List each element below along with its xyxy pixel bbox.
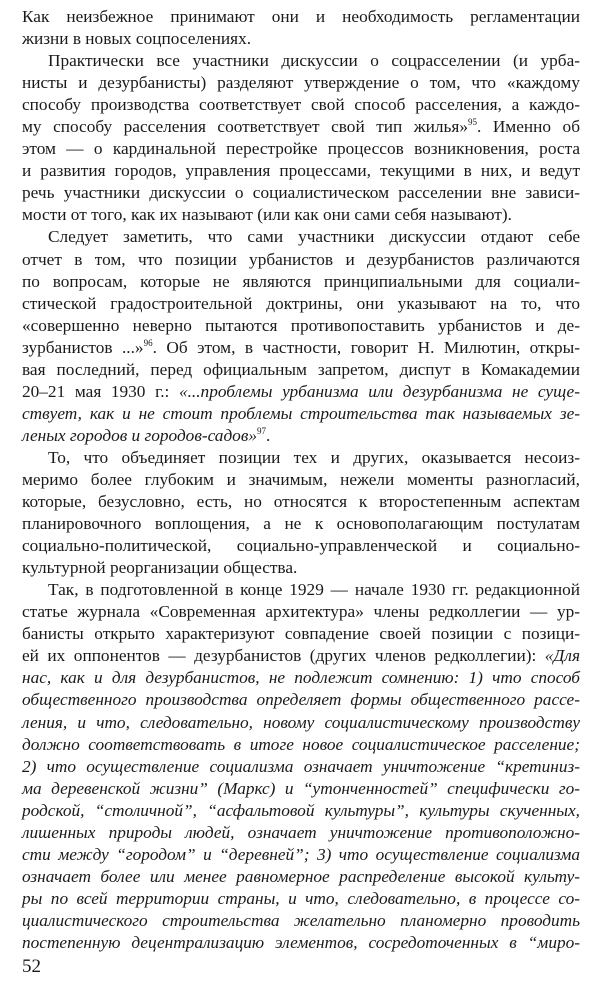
text-run: банисты открыто характеризуют совпадение своей позиции с позици- xyxy=(22,624,580,644)
footnote-ref: 95 xyxy=(468,117,478,128)
text-line xyxy=(22,712,580,734)
italic-quote-text: леных городов и городов-садов» xyxy=(22,425,257,445)
text-line xyxy=(22,623,580,645)
text-line xyxy=(22,50,580,72)
text-line xyxy=(22,888,580,910)
italic-quote-text: означает более или менее равномерное распределение высокой культу- xyxy=(22,866,580,886)
text-run: . xyxy=(265,425,271,445)
text-line xyxy=(22,138,580,160)
text-line xyxy=(22,359,580,381)
text-line xyxy=(22,116,580,138)
text-run: му способу расселения соответствует свой тип жилья» xyxy=(22,117,469,137)
text-line xyxy=(22,381,580,403)
italic-quote-text: нас, как и для дезурбанистов, не подлежит сомнению: 1) что способ xyxy=(22,668,580,688)
text-line xyxy=(22,315,580,337)
italic-quote-text: должно соответствовать в итоге новое социалистическое расселение; xyxy=(22,734,580,754)
italic-quote-text: циалистического строительства желательно планомерно проводить xyxy=(22,910,580,930)
text-run: планировочного воплощения, а не к основополагающим постулатам xyxy=(22,514,580,534)
italic-quote-text: общественного производства определяет формы общественного рассе- xyxy=(22,690,580,710)
text-run: мости от того, как их называют (или как они сами себя называют). xyxy=(22,205,512,225)
text-line xyxy=(22,28,580,50)
text-run: жизни в новых соцпоселениях. xyxy=(22,29,252,49)
italic-quote-text: ления, и что, следовательно, новому социалистическому производству xyxy=(22,712,580,732)
text-run: способу производства соответствует свой способ расселения, а каждо- xyxy=(22,95,580,115)
text-run: Практически все участники дискуссии о соцрасселении (и урба- xyxy=(48,51,580,71)
text-run: Как неизбежное принимают они и необходимость регламентации xyxy=(22,7,580,26)
text-line xyxy=(22,491,580,513)
italic-quote-text: 2) что осуществление социализма означает уничтожение “кретиниз- xyxy=(22,756,580,776)
text-line xyxy=(22,160,580,182)
text-line xyxy=(22,6,580,28)
italic-quote-text: сти между “городом” и “деревней”; 3) что осуществление социализма xyxy=(22,844,580,864)
text-line xyxy=(22,822,580,844)
text-line xyxy=(22,535,580,557)
text-run: этом — о кардинальной перестройке процессов возникновения, роста xyxy=(22,139,580,159)
page-body-text xyxy=(22,6,580,954)
text-line xyxy=(22,910,580,932)
text-run: 20–21 мая 1930 г.: xyxy=(22,381,179,401)
footnote-ref: 97 xyxy=(256,425,266,436)
text-line xyxy=(22,689,580,711)
text-run: культурной реорганизации общества. xyxy=(22,558,298,578)
text-line xyxy=(22,226,580,248)
text-run: Так, в подготовленной в конце 1929 — начале 1930 гг. редакционной xyxy=(48,580,580,600)
text-line xyxy=(22,425,580,447)
text-line xyxy=(22,579,580,601)
text-line xyxy=(22,94,580,116)
italic-quote-text: родской, “столичной”, “асфальтовой культуры”, культуры скученных, xyxy=(22,800,580,820)
text-run: социально-политической, социально-управленческой и социально- xyxy=(22,536,580,556)
text-line xyxy=(22,249,580,271)
text-run: стической градостроительной доктрины, они указывают на то, что xyxy=(22,293,580,313)
text-run: . Об этом, в частности, говорит Н. Милютин, откры- xyxy=(152,337,580,357)
italic-quote-text: «...проблемы урбанизма или дезурбанизма не суще- xyxy=(178,381,580,401)
text-run: «совершенно неверно пытаются противопоставить урбанистов и де- xyxy=(22,315,580,335)
text-line xyxy=(22,844,580,866)
text-run: статье журнала «Современная архитектура» члены редколлегии — ур- xyxy=(22,602,580,622)
text-run: вая последний, перед официальным запретом, диспут в Комакадемии xyxy=(22,359,580,379)
text-line xyxy=(22,204,580,226)
text-line xyxy=(22,557,580,579)
text-line xyxy=(22,778,580,800)
text-run: зурбанистов ...» xyxy=(22,337,144,357)
italic-quote-text: ры по всей территории страны, и что, следовательно, в процессе со- xyxy=(22,888,580,908)
text-line xyxy=(22,645,580,667)
text-line xyxy=(22,800,580,822)
italic-quote-text: ствует, как и не стоит проблемы строительства так называемых зе- xyxy=(22,403,580,423)
text-run: по вопросам, которые не являются принципиальными для социали- xyxy=(22,271,580,291)
page-number: 52 xyxy=(22,956,41,977)
text-run: Следует заметить, что сами участники дискуссии отдают себе xyxy=(48,227,580,247)
text-run: ей их оппонентов — дезурбанистов (других членов редколлегии): xyxy=(22,646,545,666)
text-run: нисты и дезурбанисты) разделяют утверждение о том, что «каждому xyxy=(22,73,580,93)
text-line xyxy=(22,932,580,954)
italic-quote-text: «Для xyxy=(544,646,580,666)
text-line xyxy=(22,182,580,204)
text-line xyxy=(22,513,580,535)
italic-quote-text: постепенную децентрализацию элементов, сосредоточенных в “миро- xyxy=(22,932,580,952)
text-run: речь участники дискуссии о социалистическом расселении вне зависи- xyxy=(22,183,580,203)
text-line xyxy=(22,756,580,778)
text-line xyxy=(22,447,580,469)
text-run: и развития городов, управления процессами, текущими в них, и ведут xyxy=(22,161,580,181)
footnote-ref: 96 xyxy=(143,337,153,348)
text-run: . Именно об xyxy=(477,117,580,137)
italic-quote-text: ма деревенской жизни” (Маркс) и “утонченностей” специфически го- xyxy=(22,778,580,798)
text-line xyxy=(22,337,580,359)
text-line xyxy=(22,403,580,425)
text-line xyxy=(22,271,580,293)
italic-quote-text: лишенных природы людей, означает уничтожение противоположно- xyxy=(22,822,580,842)
text-line xyxy=(22,293,580,315)
text-run: То, что объединяет позиции тех и других, оказывается несоиз- xyxy=(48,447,580,467)
text-line xyxy=(22,734,580,756)
text-run: отчет в том, что позиции урбанистов и дезурбанистов различаются xyxy=(22,249,580,269)
text-run: меримо более глубоким и значимым, нежели моменты разногласий, xyxy=(22,469,580,489)
text-line xyxy=(22,866,580,888)
text-line xyxy=(22,601,580,623)
text-line xyxy=(22,469,580,491)
text-run: которые, безусловно, есть, но относятся к второстепенным аспектам xyxy=(22,492,580,512)
text-line xyxy=(22,72,580,94)
text-line xyxy=(22,667,580,689)
